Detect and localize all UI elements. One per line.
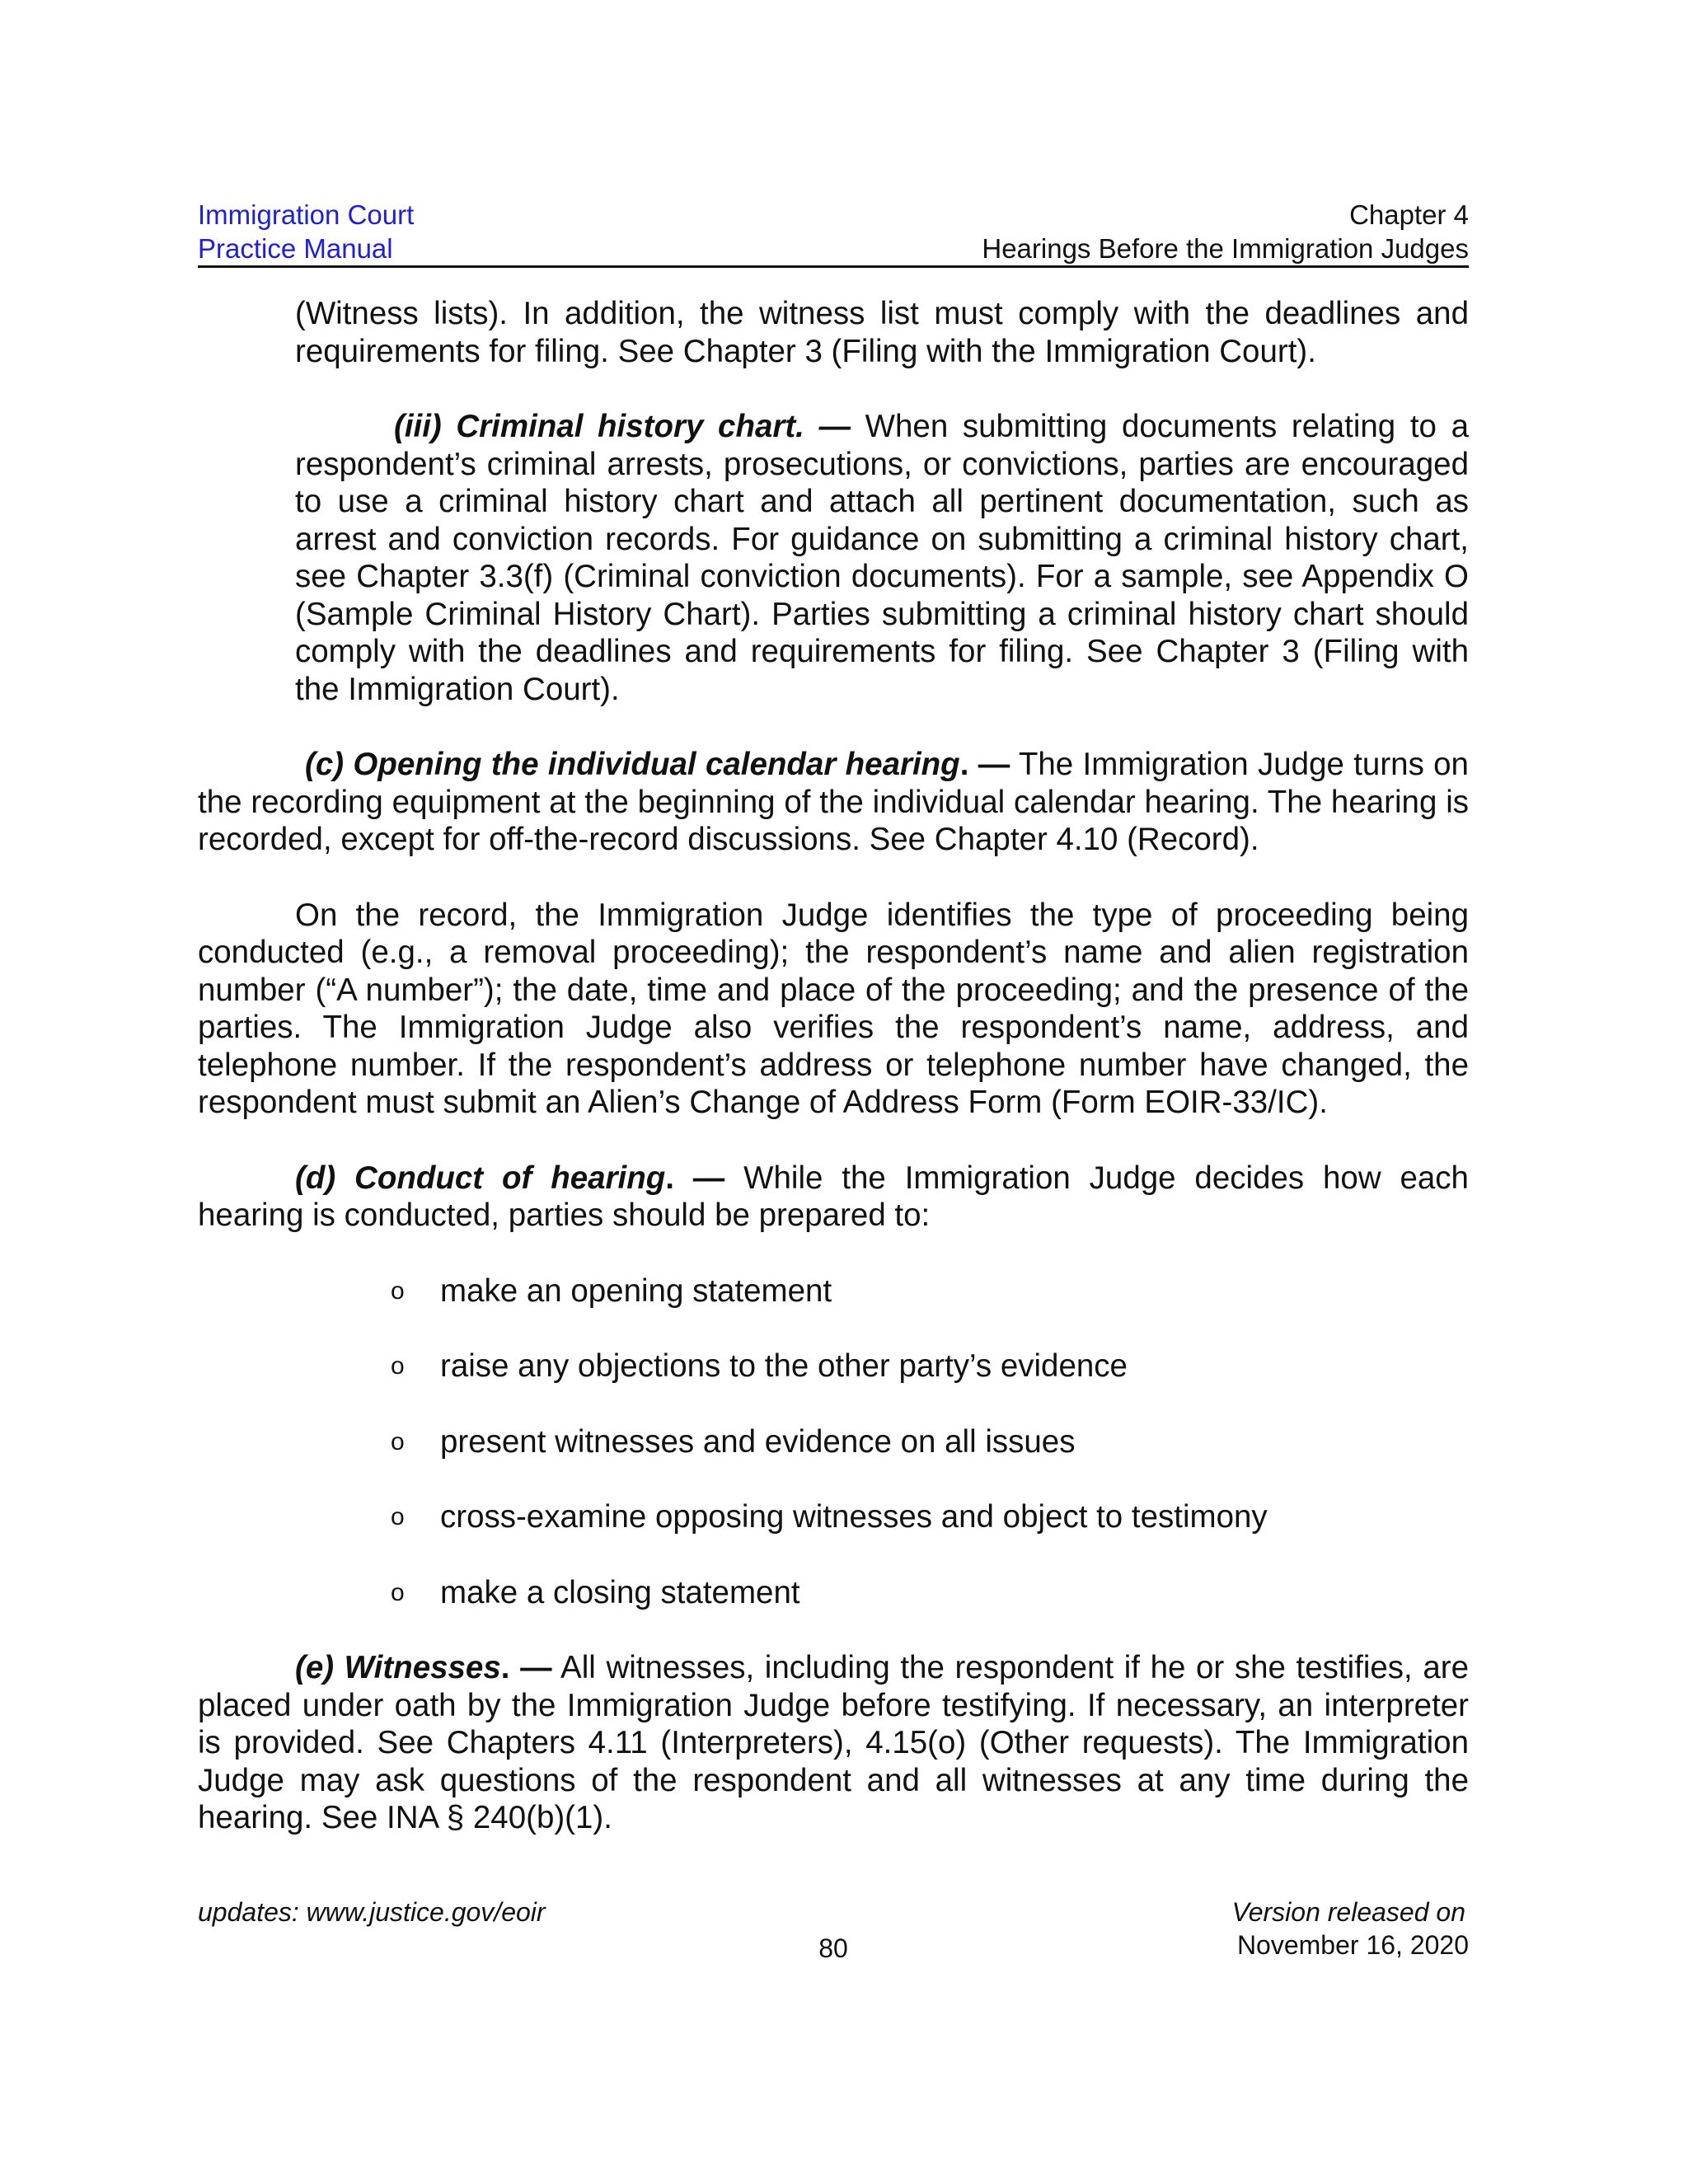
- heading-conduct-of-hearing-dash: . —: [665, 1160, 725, 1196]
- text-criminal-history-chart: When submitting documents relating to a respondent’s criminal arrests, prosecutions, or convictions, parties are encouraged to use a criminal history chart and attach all pertinent documentation, such as arrest and conviction records. For guidance on submitting a criminal history chart, see Chapter 3.3(f) (Criminal conviction documents). For a sample, see Appendix O (Sample Criminal History Chart). Parties submitting a criminal history chart should comply with the deadlines and requirements for filing. See Chapter 3 (Filing with the Immigration Court).: [295, 409, 1469, 707]
- heading-criminal-history-chart: (iii) Criminal history chart. —: [394, 409, 851, 444]
- list-item: [198, 1272, 1469, 1310]
- footer-version-date: November 16, 2020: [1236, 1930, 1469, 1960]
- page-header: [198, 198, 1469, 268]
- footer-version: [1232, 1896, 1469, 1961]
- hearing-preparation-list: [198, 1272, 1469, 1612]
- header-chapter-number: Chapter 4: [1349, 199, 1469, 230]
- footer-updates-url: updates: www.justice.gov/eoir: [198, 1897, 546, 1927]
- list-item: [198, 1423, 1469, 1461]
- footer-page-number: 80: [818, 1933, 848, 1963]
- heading-witnesses: (e) Witnesses: [295, 1650, 501, 1685]
- list-item: [198, 1574, 1469, 1612]
- paragraph-witnesses: [198, 1649, 1469, 1837]
- heading-opening-hearing-dash: . —: [959, 747, 1010, 782]
- paragraph-opening-hearing: [198, 746, 1469, 859]
- text-conduct-of-hearing: While the Immigration Judge decides how each hearing is conducted, parties should be prepared to:: [198, 1160, 1469, 1233]
- header-manual-title-line2: Practice Manual: [198, 233, 393, 264]
- bullet-circle-icon: o: [391, 1503, 405, 1530]
- list-item-text: cross-examine opposing witnesses and object to testimony: [440, 1499, 1268, 1535]
- list-item-text: present witnesses and evidence on all issues: [440, 1423, 1076, 1460]
- header-chapter-title: Hearings Before the Immigration Judges: [982, 233, 1469, 264]
- heading-opening-hearing: (c) Opening the individual calendar hearing: [305, 747, 960, 782]
- text-witnesses: All witnesses, including the respondent if he or she testifies, are placed under oath by the Immigration Judge before testifying. If necessary, an interpreter is provided. See Chapters 4.11 (Interpreters), 4.15(o) (Other requests). The Immigration Judge may ask questions of the respondent and all witnesses at any time during the hearing. See INA § 240(b)(1).: [198, 1650, 1470, 1835]
- paragraph-on-the-record: On the record, the Immigration Judge identifies the type of proceeding being conducted (e.g., a removal proceeding); the respondent’s name and alien registration number (“A number”); the date, time and place of the proceeding; and the presence of the parties. The Immigration Judge also verifies the respondent’s name, address, and telephone number. If the respondent’s address or telephone number have changed, the respondent must submit an Alien’s Change of Address Form (Form EOIR-33/IC).: [198, 897, 1469, 1120]
- list-item-text: make a closing statement: [440, 1574, 800, 1610]
- bullet-circle-icon: o: [391, 1427, 405, 1455]
- list-item-text: make an opening statement: [440, 1272, 832, 1309]
- paragraph-conduct-of-hearing: [198, 1160, 1469, 1235]
- bullet-circle-icon: o: [391, 1277, 405, 1305]
- paragraph-witness-lists: (Witness lists). In addition, the witness list must comply with the deadlines and requirements for filing. See Chapter 3 (Filing with the Immigration Court).: [295, 296, 1469, 369]
- header-manual-title-line1: Immigration Court: [198, 199, 415, 230]
- list-item: [198, 1347, 1469, 1385]
- text-opening-hearing: The Immigration Judge turns on the recording equipment at the beginning of the individual calendar hearing. The hearing is recorded, except for off-the-record discussions. See Chapter 4.10 (Record).: [198, 747, 1469, 857]
- heading-conduct-of-hearing: (d) Conduct of hearing: [295, 1160, 666, 1196]
- heading-witnesses-dash: . —: [500, 1650, 552, 1685]
- page-footer: [198, 1896, 1469, 1978]
- footer-version-label: Version released on: [1231, 1897, 1465, 1927]
- page-body: [198, 295, 1469, 1837]
- list-item: [198, 1498, 1469, 1536]
- bullet-circle-icon: o: [391, 1578, 405, 1606]
- paragraph-criminal-history-chart: [295, 408, 1469, 708]
- bullet-circle-icon: o: [391, 1352, 405, 1380]
- list-item-text: raise any objections to the other party’s evidence: [440, 1348, 1128, 1384]
